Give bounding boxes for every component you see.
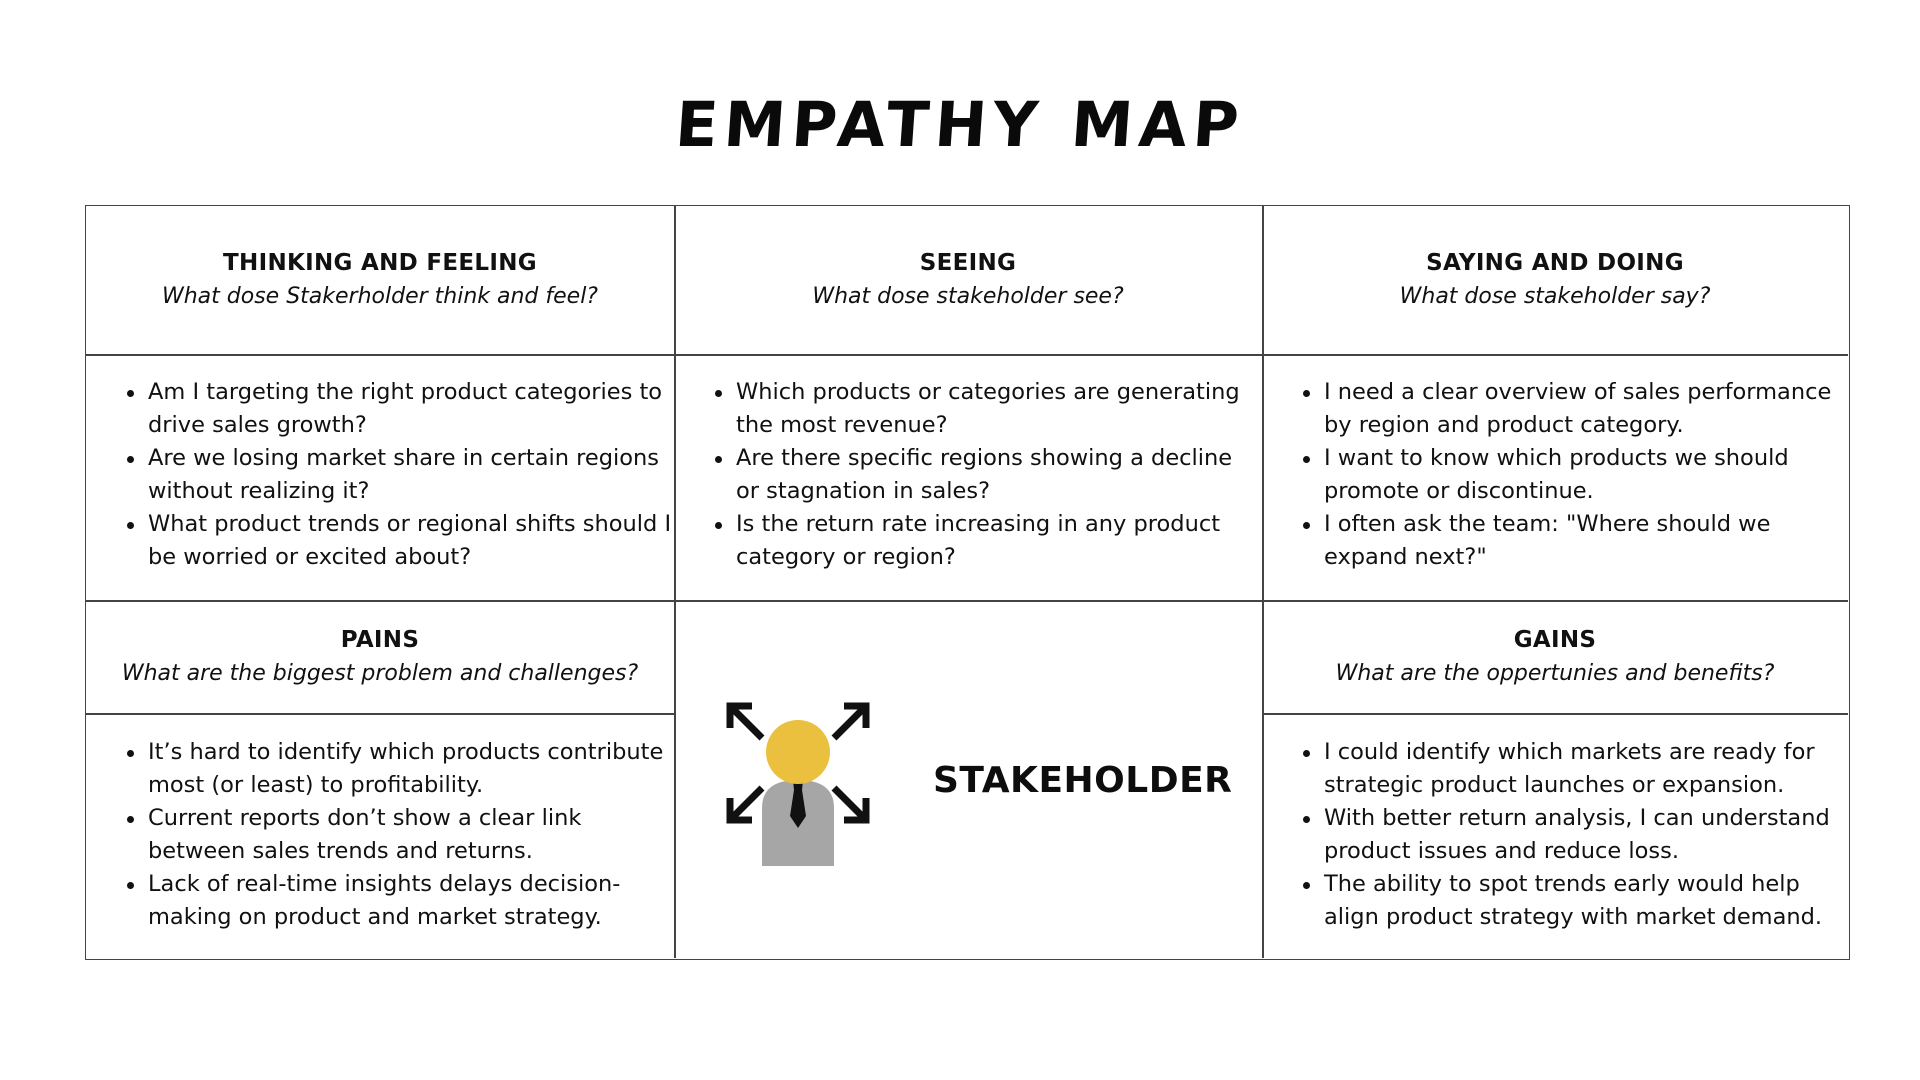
seeing-list: [674, 376, 1262, 574]
list-item: Am I targeting the right product categories to drive sales growth?: [86, 376, 674, 442]
list-item: It’s hard to identify which products contribute most (or least) to profitability.: [86, 736, 674, 802]
pains-list: [86, 736, 674, 934]
list-item: What product trends or regional shifts should I be worried or excited about?: [86, 508, 674, 574]
list-item: I need a clear overview of sales performance by region and product category.: [1262, 376, 1848, 442]
pains-body: [86, 736, 674, 934]
page-title: EMPATHY MAP: [673, 88, 1247, 161]
grid-divider: [1262, 713, 1848, 715]
list-item: I want to know which products we should promote or discontinue.: [1262, 442, 1848, 508]
stakeholder-label: STAKEHOLDER: [933, 760, 1233, 801]
gains-question: What are the oppertunies and benefits?: [1335, 660, 1775, 686]
empathy-map-grid: [85, 205, 1850, 960]
stakeholder-panel: [674, 600, 1262, 958]
list-item: Current reports don’t show a clear link between sales trends and returns.: [86, 802, 674, 868]
thinking-feeling-header: [86, 206, 674, 354]
thinking-feeling-body: [86, 376, 674, 574]
pains-header: [86, 600, 674, 713]
grid-divider: [86, 713, 674, 715]
saying-doing-header: [1262, 206, 1848, 354]
list-item: With better return analysis, I can understand product issues and reduce loss.: [1262, 802, 1848, 868]
gains-list: [1262, 736, 1848, 934]
pains-heading: PAINS: [340, 626, 420, 653]
thinking-feeling-list: [86, 376, 674, 574]
list-item: The ability to spot trends early would help align product strategy with market demand.: [1262, 868, 1848, 934]
pains-question: What are the biggest problem and challenges?: [121, 660, 639, 686]
person-head: [766, 720, 830, 784]
thinking-feeling-question: What dose Stakerholder think and feel?: [161, 284, 598, 309]
seeing-body: [674, 376, 1262, 574]
seeing-question: What dose stakeholder see?: [812, 284, 1124, 309]
list-item: Are we losing market share in certain regions without realizing it?: [86, 442, 674, 508]
list-item: I often ask the team: "Where should we expand next?": [1262, 508, 1848, 574]
list-item: Lack of real-time insights delays decision-making on product and market strategy.: [86, 868, 674, 934]
list-item: Which products or categories are generating the most revenue?: [674, 376, 1262, 442]
list-item: Is the return rate increasing in any product category or region?: [674, 508, 1262, 574]
seeing-header: [674, 206, 1262, 354]
stakeholder-person-icon: [722, 698, 882, 866]
saying-doing-list: [1262, 376, 1848, 574]
gains-body: [1262, 736, 1848, 934]
gains-header: [1262, 600, 1848, 713]
grid-divider: [86, 354, 1848, 356]
gains-heading: GAINS: [1513, 626, 1597, 653]
list-item: I could identify which markets are ready for strategic product launches or expansion.: [1262, 736, 1848, 802]
saying-doing-question: What dose stakeholder say?: [1399, 284, 1711, 309]
thinking-feeling-heading: THINKING AND FEELING: [223, 250, 537, 276]
seeing-heading: SEEING: [919, 250, 1017, 276]
list-item: Are there specific regions showing a decline or stagnation in sales?: [674, 442, 1262, 508]
saying-doing-body: [1262, 376, 1848, 574]
saying-doing-heading: SAYING AND DOING: [1426, 250, 1684, 276]
